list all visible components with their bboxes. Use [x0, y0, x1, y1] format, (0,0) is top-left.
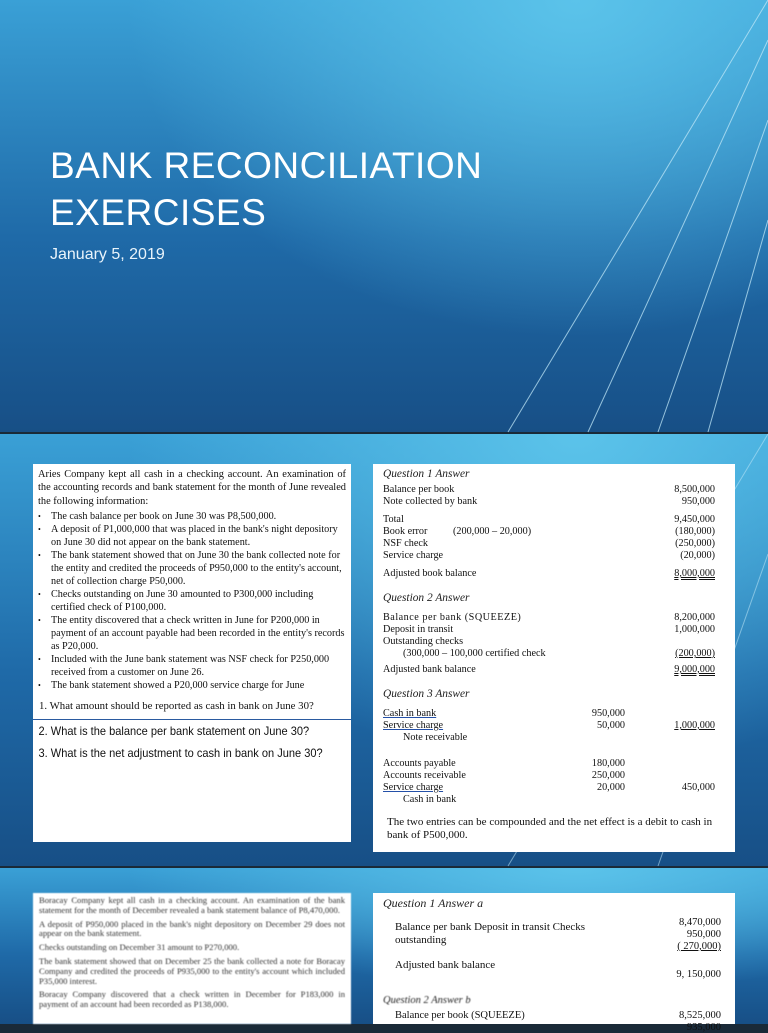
q1-row-label: Adjusted book balance	[383, 568, 477, 579]
question-3: 3. What is the net adjustment to cash in bank on June 30?	[38, 745, 323, 760]
problem-panel-2	[33, 893, 351, 1024]
problem-intro: Boracay Company kept all cash in a checking account. An examination of the bank statement for the month of December revealed a bank statement balance of P8,470,000.	[39, 895, 345, 915]
q3-row-debit: 20,000	[596, 782, 625, 793]
q3-row-debit: 250,000	[591, 770, 625, 781]
q1-row-label: NSF check	[383, 538, 428, 549]
q3-row-label: Note receivable	[403, 732, 468, 743]
q1-row-label: Balance per book	[383, 484, 455, 495]
q2-row-value: 1,000,000	[674, 624, 715, 635]
q1-label: Balance per bank Deposit in transit Checks outstanding	[395, 921, 586, 946]
bullet-item: • Checks outstanding on June 30 amounted to P300,000 including certified check of P100,000.	[51, 588, 345, 614]
problem-line: Checks outstanding on December 31 amount to P270,000.	[39, 942, 240, 953]
q1-adjusted-label: Adjusted bank balance	[395, 959, 496, 971]
q1-value: 8,470,000	[679, 917, 721, 928]
q1-row-value: (180,000)	[675, 526, 715, 537]
q2-row-label: Deposit in transit	[383, 624, 454, 635]
problem-intro: Aries Company kept all cash in a checking account. An examination of the accounting records and bank statement for the month of June revealed the following information:	[38, 469, 346, 507]
q3-row-label: Accounts payable	[383, 758, 456, 769]
q3-row-label: Service charge	[383, 782, 444, 793]
q1-row-value: (250,000)	[675, 538, 715, 549]
bullet-item: • The cash balance per book on June 30 was P8,500,000.	[51, 510, 345, 523]
q1-values	[677, 917, 721, 953]
q1-row-label: Service charge	[383, 550, 444, 561]
q1-value: 950,000	[686, 929, 721, 940]
q1-value: ( 270,000)	[677, 941, 721, 952]
q2-row-label: Outstanding checks	[383, 636, 464, 647]
q3-row-label: Cash in bank	[403, 794, 457, 805]
bullet-item: • A deposit of P1,000,000 that was placed in the bank's night depository on June 30 did not appear on the bank statement.	[51, 523, 345, 549]
title-slide	[0, 0, 768, 432]
answer-panel	[373, 464, 735, 852]
q3-row-credit: 1,000,000	[674, 720, 715, 731]
q3-row-label: Accounts receivable	[383, 770, 466, 781]
q2-answer-heading: Question 2 Answer b	[383, 995, 471, 1006]
question-1: 1. What amount should be reported as cash in bank on June 30?	[39, 699, 314, 712]
problem-panel	[33, 464, 351, 842]
q2-answer-heading: Question 2 Answer	[383, 592, 470, 604]
q2-row-label: Balance per bank (SQUEEZE)	[383, 612, 522, 623]
q1-row-value: 950,000	[681, 496, 715, 507]
problem-line: The bank statement showed that on December 25 the bank collected a note for Boracay Company and credited the proceeds of P935,000 to the entity's account which included P35,000 interest.	[39, 955, 345, 986]
q1-row-label: Book error	[383, 526, 428, 537]
q3-row-label: Service charge	[383, 720, 444, 731]
q1-row-mid: (200,000 – 20,000)	[453, 526, 532, 537]
problem-line: Boracay Company discovered that a check written in December for P183,000 in payment of an account had been recorded as P138,000.	[39, 989, 345, 1010]
bullet-item: • The bank statement showed that on June 30 the bank collected note for the entity and credited the proceeds of P950,000 to the entity's account, net of collection charge P50,000.	[51, 549, 345, 588]
q2-label: Balance per book (SQUEEZE)	[395, 1010, 525, 1021]
q2-value: 8,525,000	[679, 1010, 721, 1021]
title-line-1: BANK RECONCILIATION	[50, 145, 483, 186]
q3-row-debit: 50,000	[596, 720, 625, 731]
q1-answer-heading: Question 1 Answer a	[383, 896, 484, 910]
title-line-2: EXERCISES	[50, 192, 267, 233]
q2-row-label: (300,000 – 100,000 certified check	[403, 648, 546, 659]
bullet-item: • The entity discovered that a check written in June for P200,000 in payment of an account payable had been recorded in the entity's records as P20,000.	[51, 614, 345, 653]
q1-row-label: Note collected by bank	[383, 496, 478, 507]
answer-panel-2	[373, 893, 735, 1033]
q3-row-credit: 450,000	[681, 782, 715, 793]
q3-answer-heading: Question 3 Answer	[383, 688, 470, 700]
q1-adjusted-value: 9, 150,000	[676, 969, 721, 980]
bullet-item: • The bank statement showed a P20,000 service charge for June	[51, 679, 345, 692]
exercise-slide-2	[0, 868, 768, 1033]
q2-row-value: 8,200,000	[674, 612, 715, 623]
bullet-item: • Included with the June bank statement was NSF check for P250,000 received from a customer on June 26.	[51, 653, 345, 679]
q1-row-value: 9,450,000	[674, 514, 715, 525]
q1-row-value: 8,500,000	[674, 484, 715, 495]
problem-line: A deposit of P950,000 placed in the bank's night depository on December 29 does not appear on the bank statement.	[39, 918, 345, 939]
exercise-slide-1	[0, 434, 768, 866]
q2-row-value: 9,000,000	[674, 664, 715, 675]
q2-row-label: Adjusted bank balance	[383, 664, 476, 675]
q3-row-debit: 950,000	[591, 708, 625, 719]
q1-answer-heading: Question 1 Answer	[383, 468, 470, 480]
slide-date: January 5, 2019	[50, 246, 165, 263]
q1-row-value: (20,000)	[680, 550, 715, 561]
q3-row-label: Cash in bank	[383, 708, 437, 719]
problem-bullets	[33, 510, 351, 692]
q2-row-value: (200,000)	[675, 648, 715, 659]
question-2: 2. What is the balance per bank statement on June 30?	[38, 723, 310, 738]
q3-row-debit: 180,000	[591, 758, 625, 769]
q2-next-value: 935,000	[686, 1022, 721, 1033]
q1-row-value: 8,000,000	[674, 568, 715, 579]
slide-title	[50, 142, 570, 236]
q3-note: The two entries can be compounded and the net effect is a debit to cash in bank of P500,000.	[387, 816, 713, 841]
q1-row-label: Total	[383, 514, 404, 525]
